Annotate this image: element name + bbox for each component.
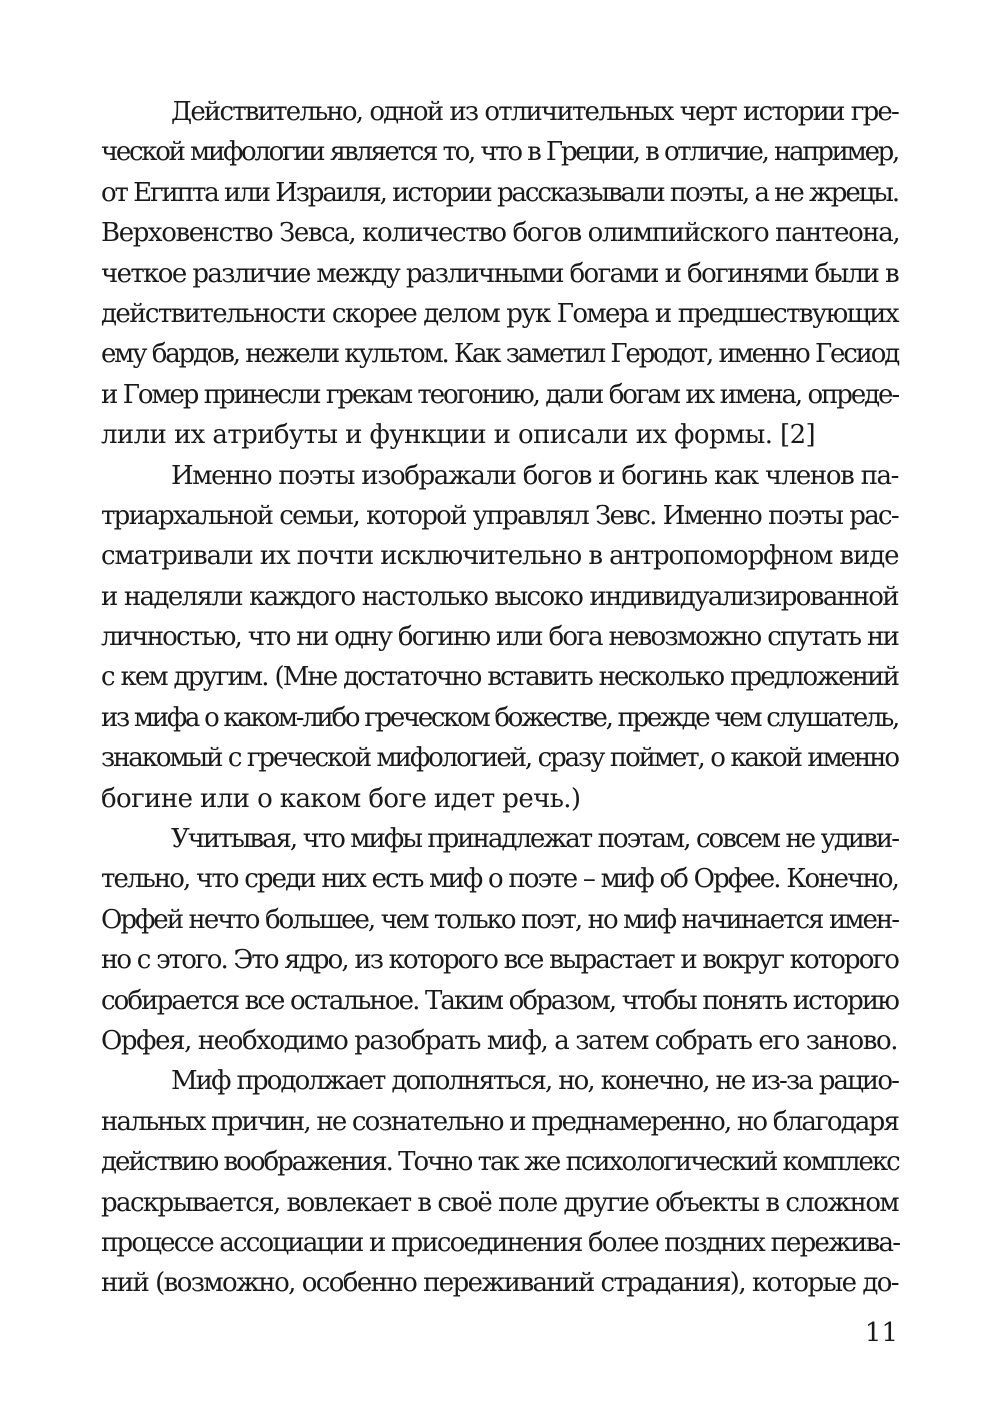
- text-line: действительности скорее делом рук Гомера и предшествующих: [101, 298, 898, 329]
- text-line: собирается все остальное. Таким образом, чтобы понять историю: [101, 985, 898, 1016]
- paragraph-4: [101, 1061, 898, 1303]
- text-line: ний (возможно, особенно переживаний страдания), которые до-: [101, 1268, 898, 1299]
- text-line: личностью, что ни одну богиню или бога невозможно спутать ни: [101, 622, 898, 653]
- text-line: Именно поэты изображали богов и богинь как членов па-: [171, 460, 898, 491]
- text-line: Орфея, необходимо разобрать миф, а затем собрать его заново.: [101, 1025, 898, 1056]
- text-line: лили их атрибуты и функции и описали их формы. [2]: [101, 420, 816, 451]
- paragraph-2: [101, 456, 898, 820]
- text-line: Миф продолжает дополняться, но, конечно, не из-за рацио-: [171, 1066, 898, 1097]
- text-line: и Гомер принесли грекам теогонию, дали богам их имена, опреде-: [101, 379, 898, 410]
- text-line: триархальной семьи, которой управлял Зевс. Именно поэты рас-: [101, 500, 898, 531]
- text-line: от Египта или Израиля, истории рассказывали поэты, а не жрецы.: [101, 177, 898, 208]
- text-line: четкое различие между различными богами и богинями были в: [101, 258, 898, 289]
- text-line: но с этого. Это ядро, из которого все вырастает и вокруг которого: [101, 945, 898, 976]
- text-line: действию воображения. Точно так же психологический комплекс: [101, 1147, 899, 1178]
- text-line: Орфей нечто большее, чем только поэт, но миф начинается имен-: [101, 904, 898, 935]
- page-body: [101, 92, 898, 1304]
- text-line: раскрывается, вовлекает в своё поле другие объекты в сложном: [101, 1187, 898, 1218]
- text-line: и наделяли каждого настолько высоко индивидуализированной: [101, 581, 898, 612]
- text-line: процессе ассоциации и присоединения более поздних пережива-: [101, 1227, 900, 1258]
- text-line: из мифа о каком-либо греческом божестве, прежде чем слушатель,: [101, 702, 898, 733]
- text-line: нальных причин, не сознательно и преднамеренно, но благодаря: [101, 1106, 899, 1137]
- text-line: с кем другим. (Мне достаточно вставить несколько предложений: [101, 662, 898, 693]
- text-line: знакомый с греческой мифологией, сразу поймет, о какой именно: [101, 743, 898, 774]
- text-line: сматривали их почти исключительно в антропоморфном виде: [101, 541, 899, 572]
- text-line: богине или о каком боге идет речь.): [101, 783, 581, 814]
- text-line: тельно, что среди них есть миф о поэте – миф об Орфее. Конечно,: [101, 864, 898, 895]
- text-line: ческой мифологии является то, что в Греции, в отличие, например,: [101, 137, 898, 168]
- text-line: Верховенство Зевса, количество богов олимпийского пантеона,: [101, 218, 900, 249]
- text-line: ему бардов, нежели культом. Как заметил Геродот, именно Гесиод: [101, 339, 898, 370]
- paragraph-3: [101, 819, 898, 1061]
- text-line: Учитывая, что мифы принадлежат поэтам, совсем не удиви-: [171, 824, 898, 855]
- page-number: 11: [864, 1318, 898, 1348]
- text-line: Действительно, одной из отличительных черт истории гре-: [171, 97, 898, 127]
- paragraph-1: [101, 92, 898, 456]
